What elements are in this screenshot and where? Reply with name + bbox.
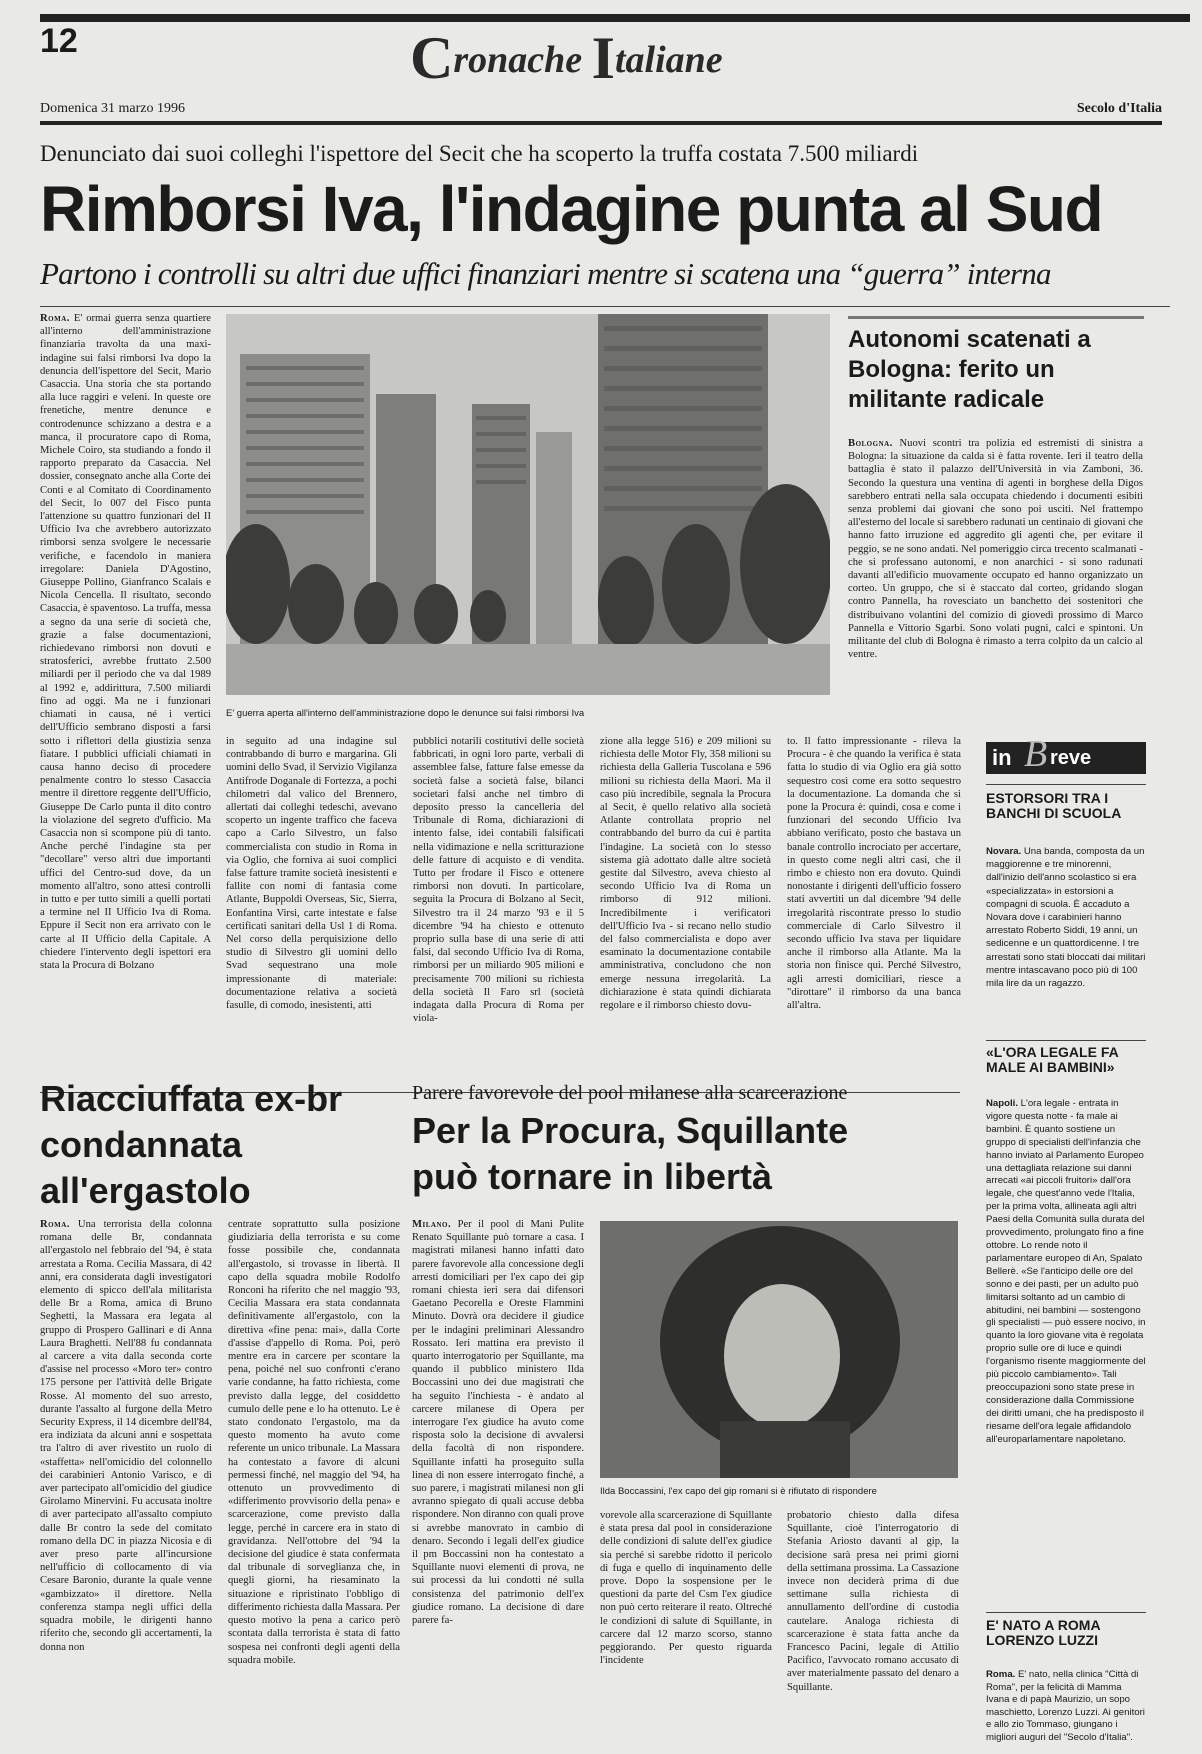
masthead-rule-bottom (40, 121, 1162, 125)
exbr-dateline: Roma. (40, 1219, 70, 1230)
lead-column-3: pubblici notarili costitutivi delle società fabbricati, in ogni loro parte, verbali di assemblee false, fatture false emesse da società false a società false, bilanci societari falsi anche nel timbro di deposito presso la cancelleria del Tribunale di Roma, dichiarazioni di intento false, idei contabili falsificati nella vidimazione e nella scritturazione delle fatture di acquisto e di vendita. Tutto per frodare il Fisco e ottenere rimborsi non dovuti. In particolare, seguita la Procura di Bolzano al Secit, Silvestro tra il 24 marzo '93 e il 5 dicembre '94 ha chiesto e ottenuto proprio sulla base di una serie di atti falsi, dal secondo Ufficio Iva di Roma, rimborsi per un miliardo 905 milioni e precisamente 700 milioni su richiesta della società Il Faro srl (società indagata dalla Procura di Roma per viola- (413, 736, 584, 1025)
lead-column-1-text: E' ormai guerra senza quartiere all'interno dell'amministrazione finanziaria travolta da una maxi-indagine sui falsi rimborsi Iva dopo la denuncia dell'ispettore del Secit, Mario Casaccia. Una storia che sta portando alla luce raggiri e veleni. In queste ore frenetiche, mentre denunce e controdenunce schizzano a destra e a manca, il procuratore capo di Roma, Michele Coiro, sta studiando a fondo il rapporto preparato da Casaccia. Nel dossier, consegnato anche alla Corte dei Conti e al Comitato di Coordinamento del Secit, lo 007 del Fisco punta l'attenzione su quattro funzionari del II Ufficio Iva che avrebbero autorizzato rimborsi senza svolgere le necessarie verifiche, e facendolo in maniera irregolare: Daniela D'Agostino, Giuseppe Pollino, Gianfranco Scalais e Nicola Cencella. Il risultato, secondo Casaccia, è spaventoso. La truffa, messa a segno da una serie di società che, grazie a false documentazioni, richiedevano rimborsi non dovuti e stratosferici, avrebbe fruttato 2.500 miliardi per il periodo che va dal 1989 al 1992 e, addirittura, 7.500 miliardi fino ad oggi. Ma ne i funzionari chiamati in causa, né i vertici dell'Ufficio sembrano disposti a farsi sotto i riflettori della giustizia senza fiatare. I pubblici ufficiali chiamati in causa hanno deciso di procedere penalmente contro lo stesso Casaccia mentre il direttore reggente dell'Ufficio, Giuseppe De Carlo punta il dito contro la violazione del segreto d'ufficio. Ma Casaccia non si scompone più di tanto. Anche perché l'indagine sta per "decollare" verso altri due importanti uffici del Centro-sud dove, da un momento all'altro, sono attesi controlli in tutto e per tutto simili a quelli portati a termine nel II Ufficio Iva di Roma. Eppure il Secit non era arrivato con le carte al II Ufficio della Capitale. A chiedere l'intervento degli ispettori era stata la Procura di Bolzano (40, 313, 211, 971)
lead-subhead: Partono i controlli su altri due uffici finanziari mentre si scatena una “guerra” interna (40, 256, 1051, 291)
inbreve-rule-1 (986, 784, 1146, 785)
lead-photo-caption: E' guerra aperta all'interno dell'amministrazione dopo le denunce sui falsi rimborsi Iva (226, 708, 585, 719)
section-title-part1: ronache (453, 39, 592, 81)
inbreve-item-3-title: E' NATO A ROMA LORENZO LUZZI (986, 1617, 1101, 1648)
paper-name: Secolo d'Italia (1076, 101, 1162, 116)
section-title (410, 25, 723, 91)
lead-photo (226, 314, 830, 695)
inbreve-item-1-text: Una banda, composta da un maggiorenne e tre minorenni, dall'inizio dell'anno scolastico si era «specializzata» in estorsioni a compagni di scuola. È accaduto a Novara dove i carabinieri hanno arrestato Roberto Siddi, 19 anni, un sedicenne e un quattordicenne. I tre arrestati sono stati bloccati dai militari mentre intascavano poco più di 100 mila lire da un ragazzo. (986, 846, 1146, 990)
page-number: 12 (40, 22, 78, 60)
squillante-dateline: Milano. (412, 1219, 452, 1230)
bologna-dateline: Bologna. (848, 438, 893, 449)
inbreve-item-3-dateline: Roma. (986, 1669, 1016, 1680)
inbreve-item-1-dateline: Novara. (986, 846, 1022, 857)
exbr-column-1 (40, 1218, 212, 1748)
inbreve-item-1-title: ESTORSORI TRA I BANCHI DI SCUOLA (986, 790, 1122, 821)
inbreve-item-2-title: «L'ORA LEGALE FA MALE AI BAMBINI» (986, 1044, 1119, 1075)
inbreve-item-2-dateline: Napoli. (986, 1098, 1018, 1109)
masthead-rule-top (40, 14, 1190, 22)
squillante-column-top-text: Per il pool di Mani Pulite Renato Squillante può tornare a casa. I magistrati milanesi hanno infatti dato parere favorevole alla concessione degli arresti domiciliari per l'ex capo dei gip romani chiesta ieri sera dai difensori Gaetano Pecorella e Oreste Flammini Minuto. Dovrà ora decidere il giudice per le indagini preliminari Alessandro Rossato. Ieri mattina era previsto il quarto interrogatorio per Squillante, ma quando il pubblico ministero Ilda Boccassini uno dei due magistrati che ha seguito l'inchiesta - è andato al carcere milanese di Opera per interrogare l'ex giudice ha avuto come risposta solo la decisione di avvalersi della facoltà di non rispondere. Squillante infatti ha proseguito sulla linea di non essere interrogato finché, a suo parere, i magistrati milanesi non gli avranno spiegato di quali accuse debba rispondere. Non diranno con quali prove si avrebbe manovrato in cambio di denaro. Secondo i legali dell'ex giudice il pm Boccassini non ha contestato a Squillante nuovi elementi di prova, ne sui processi da lui condotti né sulla consistenza del patrimonio dell'ex giudice romano. La decisione di dare parere fa- (412, 1219, 584, 1627)
inbreve-rule-3 (986, 1612, 1146, 1613)
lead-headline: Rimborsi Iva, l'indagine punta al Sud (40, 173, 1103, 245)
inbreve-logo-rest: reve (1050, 747, 1092, 769)
bologna-rule (848, 316, 1144, 319)
bologna-body-text: Nuovi scontri tra polizia ed estremisti di sinistra a Bologna: la situazione da calda si è fatta rovente. Ieri il teatro della battaglia è stato il palazzo dell'Università in via Zamboni, 36. Secondo la questura una ventina di agenti in borghese della Digos sarebbero entrati nella sala occupata chiedendo i documenti esibiti senza problemi dai giovani che sono poi usciti. Nel frattempo all'esterno del locale si sarebbero radunati un centinaio di giovani che hanno fatto irruzione ed aggredito gli agenti che, per evitare il peggio, se ne sono andati. Nel pomeriggio circa trecento scalmanati - che si professano autonomi, e non anarchici - si sono radunati davanti all'edificio muovamente occupato ed hanno organizzato un corteo. Un gruppo, che si è staccato dal corteo, gridando slogan contro Pannella, ha rovesciato un banchetto dei sostenitori che distribuivano volantini del comizio di giovedì prossimo di Marco Pannella e Vittorio Sgarbi. Sono volati pugni, calci e spintoni. Un militante del club di Bologna è rimasto a terra colpito da un calcio al ventre. (848, 438, 1143, 661)
inbreve-logo-b: B (1024, 733, 1048, 775)
squillante-photo-caption: Ilda Boccassini, l'ex capo del gip romani si è rifiutato di rispondere (600, 1486, 877, 1497)
lead-dateline: Roma. (40, 313, 70, 324)
inbreve-item-2-text: L'ora legale - entrata in vigore questa notte - fa male ai bambini. È quanto sostiene un gruppo di specialisti dell'infanzia che hanno inviato al Parlamento Europeo una dettagliata relazione sui danni arrecati «ai piccoli fruitori» dall'ora legale, che quest'anno vede l'Italia, per la prima volta, allineata agli altri Paesi della Comunità sulla durata del provvedimento, prolungato fino a fine ottobre. Lo rende noto il parlamentare europeo di An, Spalato Bellerè. «Se l'anticipo delle ore del sonno e dei pasti, per un adulto può limitarsi soltanto ad un cambio di abitudini, nei bambini — sostengono gli specialisti — può essere nocivo, in quanto la loro giovane vita è regolata proprio sulle ore di luce e quindi l'organismo risente maggiormente del più piccolo cambiamento». Tali preoccupazioni sono state prese in considerazione dalla Commissione dei diritti umani, che ha predisposto il riesame dell'ora legale affidandolo all'europarlamentare napoletano. (986, 1098, 1146, 1445)
inbreve-item-3-text: E' nato, nella clinica "Città di Roma", per la felicità di Mamma Ivana e di papà Maurizio, un sopo maschietto, Lorenzo Luzzi. Ai genitori e allo zio Tommaso, giungano i migliori auguri del "Secolo d'Italia". (986, 1669, 1145, 1743)
exbr-column-2: centrate soprattutto sulla posizione giudiziaria della terrorista e su come fosse possibile che, condannata all'ergastolo, si trovasse in libertà. Il capo della squadra mobile Rodolfo Ronconi ha riferito che nel maggio '93, Cecilia Massara era stata condannata definitivamente all'ergastolo, con la direttiva «fine pena: mai», dalla Corte d'assise d'appello di Roma. Poi, però mentre era in carcere per scontare la pena, poiché nel suo confronti c'erano varie condanne, ha fatto richiesta, come previsto dalla legge, del cosiddetto cumulo delle pene e lo ha ottenuto. Le è stato condonato l'ergastolo, ma da questo momento ha avuto come referente un unico tribunale. La Massara ha contestato a favore di alcuni permessi finché, nel maggio del '94, ha ottenuto un provvedimento di «differimento provvisorio della pena» e scarcerazione, come previsto dalla legge, perché in carcere era in stato di gravidanza. Nell'ottobre del '94 la decisione del giudice è stata confermata dal tribunale di sorveglianza che, in quegli giorni, ha riesaminato la situazione e ripristinato l'obbligo di differimento richiesta dalla Massara. Per questo motivo la pena a carico però scontata dalla terrorista è stata di fatto sospesa nei confronti degli agenti della squadra mobile. (228, 1219, 400, 1666)
lead-column-2: in seguito ad una indagine sul contrabbando di burro e margarina. Gli uomini dello Svad, il Servizio Vigilanza Antifrode Doganale di Fortezza, a pochi chilometri dal valico del Brennero, allertati dai colleghi tedeschi, avevano scoperto un ingente traffico che faceva capo a Carlo Silvestro, un falso commercialista con studio in Roma in via Oglio, che forniva ai suoi complici false fatture tramite società inesistenti e fallite con nomi di fantasia come Atlante, Buppoldi Overseas, Sic, Sierra, Eonfantina Virsi, carte intestate e false certificati sanitari della Usl 1 di Roma. Nel corso della perquisizione dello studio di Silvestro gli uomini dello Svad sequestrano una mole impressionante di materiale: documentazione relativa a società fasulle, di comodo, inesistenti, atti (226, 736, 397, 1012)
exbr-headline: Riacciuffata ex-br condannata all'ergastolo (40, 1078, 343, 1211)
boccassini-portrait-image (600, 1221, 958, 1478)
inbreve-logo (986, 733, 1146, 775)
bologna-body (848, 437, 1143, 692)
issue-date: Domenica 31 marzo 1996 (40, 101, 186, 116)
inbreve-item-3-body (986, 1669, 1146, 1744)
lead-column-5: to. Il fatto impressionante - rileva la Procura - è che quando la verifica è stata fatta lo studio di via Oglio era già sotto sequestro così come era sotto sequestro la documentazione. La domanda che si pone la Procura è: quindi, cosa e come i funzionari del secondo Ufficio Iva abbiano verificato, posto che bastava un banale controllo incrociato per accertare, in questo come negli altri casi, che il rimbo e chiesto non era dovuto. Quindi nonostante i dirigenti dell'ufficio fossero stati avvertiti un dal dicembre '94 delle irregolarità riscontrate presso lo studio commerciale di Carlo Silvestro il secondo ufficio Iva stava per liquidare anche il rimborso alla Atlante. Ma la storia non finisce qui. Perché Silvestro, agli arresti domiciliari, riesce a "dirottare" il rimborso da una banca all'altra. (787, 736, 961, 1012)
lead-kicker: Denunciato dai suoi colleghi l'ispettore del Secit che ha scoperto la truffa costata 7.500 miliardi (40, 141, 919, 166)
squillante-column-b2: probatorio chiesto dalla difesa Squillante, cioè l'interrogatorio di Stefania Ariosto davanti al gip, la decisione sarà presa nei primi giorni della settimana prossima. La Cassazione invece non deciderà prima di due settimane sulla richiesta di annullamento dell'ordine di custodia cautelare. Analoga richiesta di scarcerazione è stata fatta anche da Francesco Pacini, legale di Attilio Pacifico, l'avvocato romano accusato di aver materialmente passato del denaro a Squillante. (787, 1510, 959, 1693)
squillante-headline: Per la Procura, Squillante può tornare in libertà (412, 1110, 849, 1197)
section-title-part2: taliane (615, 39, 723, 81)
squillante-photo (600, 1221, 958, 1478)
lead-column-1 (40, 312, 211, 1088)
inbreve-item-2-body (986, 1098, 1146, 1600)
inbreve-rule-2 (986, 1040, 1146, 1041)
section-title-initial-c: C (410, 25, 454, 91)
office-towers-image (226, 314, 830, 695)
squillante-column-top (412, 1218, 584, 1748)
exbr-column-1-text: Una terrorista della colonna romana delle Br, condannata all'ergastolo nel febbraio del '94, è stata arrestata a Roma. Cecilia Massara, di 42 anni, era considerata dagli investigatori elemento di spicco dell'ala militarista delle Br a Roma, amica di Bruno Seghetti, la Massara era legata al gruppo di Prospero Gallinari e di Anna Laura Braghetti. Nell'88 fu condannata al carcere a vita dalla seconda corte d'assise nel processo «Moro ter» contro 175 persone per l'attività delle Brigate Rosse. Al momento del suo arresto, durante l'assalto al furgone della Metro Security Express, il 14 dicembre dell'84, era indiziata da alcuni anni e sospettata tra l'altro di aver rivestito un ruolo di «staffetta» nell'omicidio del colonnello dei carabinieri Antonio Varisco, e di aver partecipato all'omicidio del giudice Girolamo Minervini. Fu accusata inoltre di aver partecipato all'assalto compiuto dalle Br contro la sede del comitato romano della DC in piazza Nicosia e di aver preso parte all'incursione nell'ufficio di collocamento di via Cesare Baronio, durante la quale venne «gambizzato» il direttore. Nella conferenza stampa negli uffici della squadra mobile, le dirigenti hanno riferito che, secondo gli accertamenti, la donna non (40, 1219, 212, 1653)
bologna-headline: Autonomi scatenati a Bologna: ferito un militante radicale (848, 326, 1091, 413)
lead-column-4: zione alla legge 516) e 209 milioni su richiesta delle Motor Fly, 358 milioni su richiesta della Galleria Tuscolana e 596 milioni su richiesta della Maori. Ma il caso più incredibile, segnala la Procura al Secit, è quello relativo alla società Atlante controllata proprio nel contrabbando del burro da cui è partita l'indagine. La società con lo stesso sistema già adottato dalle altre società gestite dal Silvestro, aveva chiesto al secondo Ufficio Iva di Roma un rimborso di 912 milioni. Incredibilmente i verificatori dell'Ufficio Iva - si recano nello studio del falso commercialista e dopo aver esaminato la documentazione contabile amministrativa, concludono che non emerge nessuna irregolarità. La dichiarazione è stata quindi dichiarata regolare e il rimborso chiesto dovu- (600, 736, 771, 1012)
squillante-column-b1: vorevole alla scarcerazione di Squillante è stata presa dal pool in considerazione delle condizioni di salute dell'ex giudice sia perché si sarebbe ridotto il pericolo di fuga e quello di inquinamento delle prove. Dopo la sospensione per le questioni da parte del Csm l'ex giudice non può certo reiterare il reato. Oltreché le condizioni di salute di Squillante, in carcere dal 12 marzo scorso, stanno peggiorando. Per questo riguarda l'incidente (600, 1510, 772, 1667)
lead-rule (40, 306, 1170, 307)
squillante-kicker: Parere favorevole del pool milanese alla scarcerazione (412, 1082, 848, 1104)
inbreve-item-1-body (986, 845, 1146, 1031)
section-title-initial-i: I (591, 25, 615, 91)
inbreve-logo-in: in (992, 745, 1012, 770)
